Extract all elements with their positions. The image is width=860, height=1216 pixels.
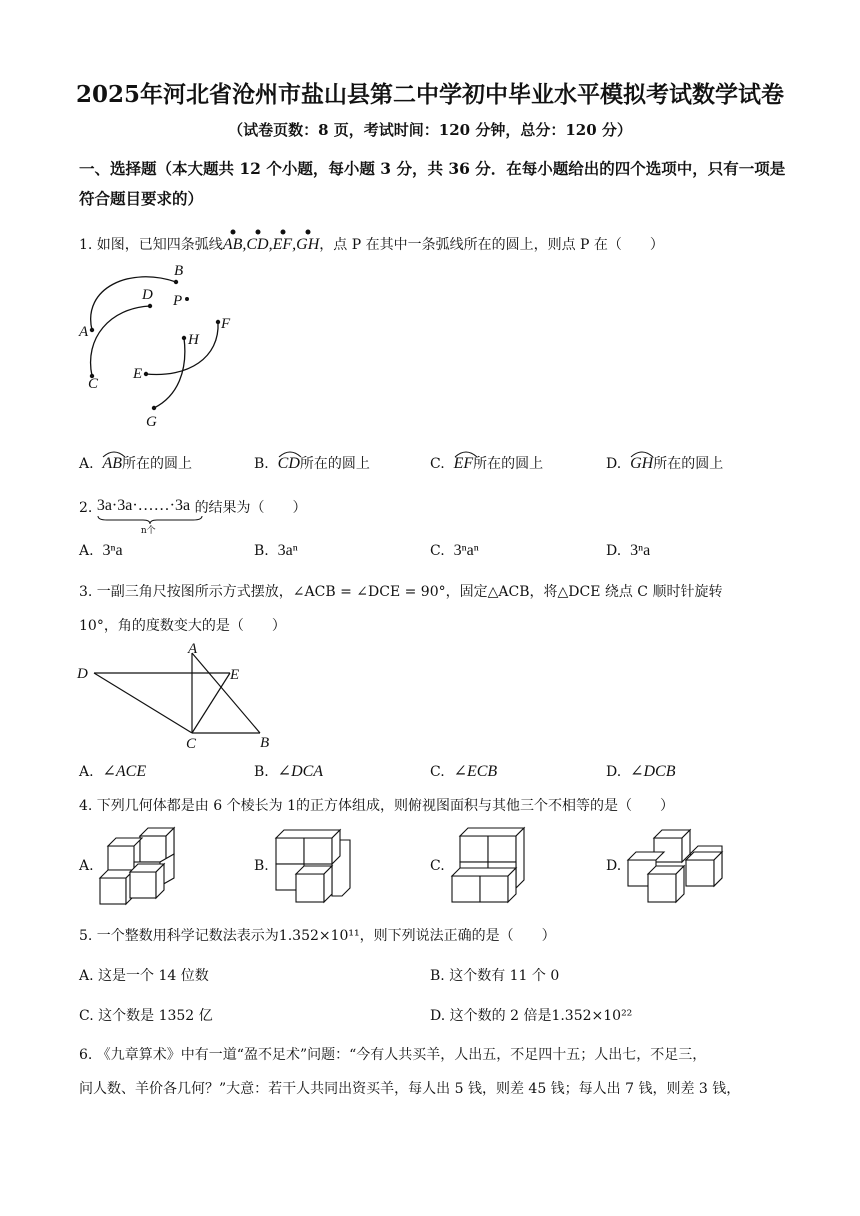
q5-option-a: A. 这是一个 14 位数 — [79, 968, 209, 984]
arc-cd: CD — [246, 236, 268, 254]
q4-option-d-figure — [624, 828, 724, 912]
q4-stem: 4. 下列几何体都是由 6 个棱长为 1的正方体组成，则俯视图面积与其他三个不相等的是（ ） — [79, 798, 674, 814]
label-e: E — [230, 667, 240, 683]
q4-option-c-label: C. — [430, 858, 445, 874]
q6-line2: 问人数、羊价各几何？”大意：若干人共同出资买羊，每人出 5 钱，则差 45 钱；每人出 7 钱，则差 3 钱， — [79, 1081, 741, 1097]
q2-option-d: D. 3ⁿa — [606, 542, 651, 559]
q4-option-d-label: D. — [606, 858, 622, 874]
q4-option-b-label: B. — [254, 858, 269, 874]
q2-suffix: 的结果为（ ） — [194, 500, 307, 516]
exam-title: 2025年河北省沧州市盐山县第二中学初中毕业水平模拟考试数学试卷 — [75, 81, 784, 108]
q1-prefix: 1. 如图，已知四条弧线 — [79, 237, 223, 253]
label-g: G — [146, 414, 157, 430]
q2-expression — [96, 497, 191, 536]
q3-line1: 3. 一副三角尺按图所示方式摆放，∠ACB = ∠DCE = 90°，固定△ACB，将△DCE 绕点 C 顺时针旋转 — [79, 584, 723, 600]
arc-icon: GH — [630, 455, 653, 473]
label-d: D — [142, 287, 153, 303]
q4-option-c-figure — [448, 826, 532, 912]
q1-suffix: ，点 P 在其中一条弧线所在的圆上，则点 P 在（ ） — [319, 237, 664, 253]
label-b: B — [260, 735, 270, 751]
q2-option-c: C. 3ⁿaⁿ — [430, 542, 479, 559]
arc-icon: AB — [102, 455, 122, 473]
q2-expr: 3a·3a·……·3a — [96, 497, 191, 514]
q4-option-a-figure — [98, 826, 182, 912]
label-h: H — [188, 332, 199, 348]
label-f: F — [221, 316, 231, 332]
q1-option-c: C. EF所在的圆上 — [430, 453, 543, 473]
q5-stem: 5. 一个整数用科学记数法表示为1.352×10¹¹，则下列说法正确的是（ ） — [79, 928, 556, 944]
label-d: D — [77, 666, 88, 682]
q3-line2: 10°，角的度数变大的是（ ） — [79, 618, 286, 634]
q5-option-b: B. 这个数有 11 个 0 — [430, 968, 560, 984]
arc-icon: EF — [454, 455, 474, 473]
q1-stem — [79, 234, 664, 254]
q1-option-d: D. GH所在的圆上 — [606, 453, 723, 473]
label-a: A — [79, 324, 89, 340]
section-heading: 一、选择题（本大题共 12 个小题，每小题 3 分，共 36 分．在每小题给出的四个选项中，只有一项是符合题目要求的） — [79, 159, 786, 208]
q3-option-d: D. ∠DCB — [606, 763, 676, 780]
q6-line1: 6. 《九章算术》中有一道“盈不足术”问题：“今有人共买羊，人出五，不足四十五；人出七，不足三， — [79, 1047, 707, 1063]
label-b: B — [174, 263, 184, 279]
q3-option-b: B. ∠DCA — [254, 763, 324, 780]
q3-option-a: A. ∠ACE — [79, 763, 147, 780]
q1-option-b: B. CD所在的圆上 — [254, 453, 370, 473]
q1-option-a: A. AB所在的圆上 — [79, 453, 192, 473]
label-e: E — [133, 366, 143, 382]
arc-ef: EF — [273, 236, 293, 254]
q1-arc-list: AB, CD, EF, GH — [223, 236, 319, 253]
q4-option-b-figure — [272, 828, 358, 912]
q2-number: 2. — [79, 500, 93, 516]
arc-gh: GH — [296, 236, 319, 254]
q2-stem — [79, 497, 307, 536]
arc-ab: AB — [223, 236, 243, 254]
label-c: C — [88, 376, 99, 392]
q1-figure — [70, 258, 250, 440]
q5-option-c: C. 这个数是 1352 亿 — [79, 1008, 213, 1024]
label-p: P — [173, 293, 183, 309]
q2-under-label: n个 — [140, 526, 156, 536]
arc-icon: CD — [278, 455, 300, 473]
q3-option-c: C. ∠ECB — [430, 763, 498, 780]
q3-figure — [74, 641, 284, 757]
label-a: A — [188, 641, 198, 657]
q2-option-a: A. 3ⁿa — [79, 542, 123, 559]
label-c: C — [186, 736, 197, 752]
q2-option-b: B. 3aⁿ — [254, 542, 298, 559]
q5-option-d: D. 这个数的 2 倍是1.352×10²² — [430, 1008, 633, 1024]
q4-option-a-label: A. — [79, 858, 94, 874]
exam-subtitle: （试卷页数：8 页，考试时间：120 分钟，总分：120 分） — [228, 121, 632, 139]
